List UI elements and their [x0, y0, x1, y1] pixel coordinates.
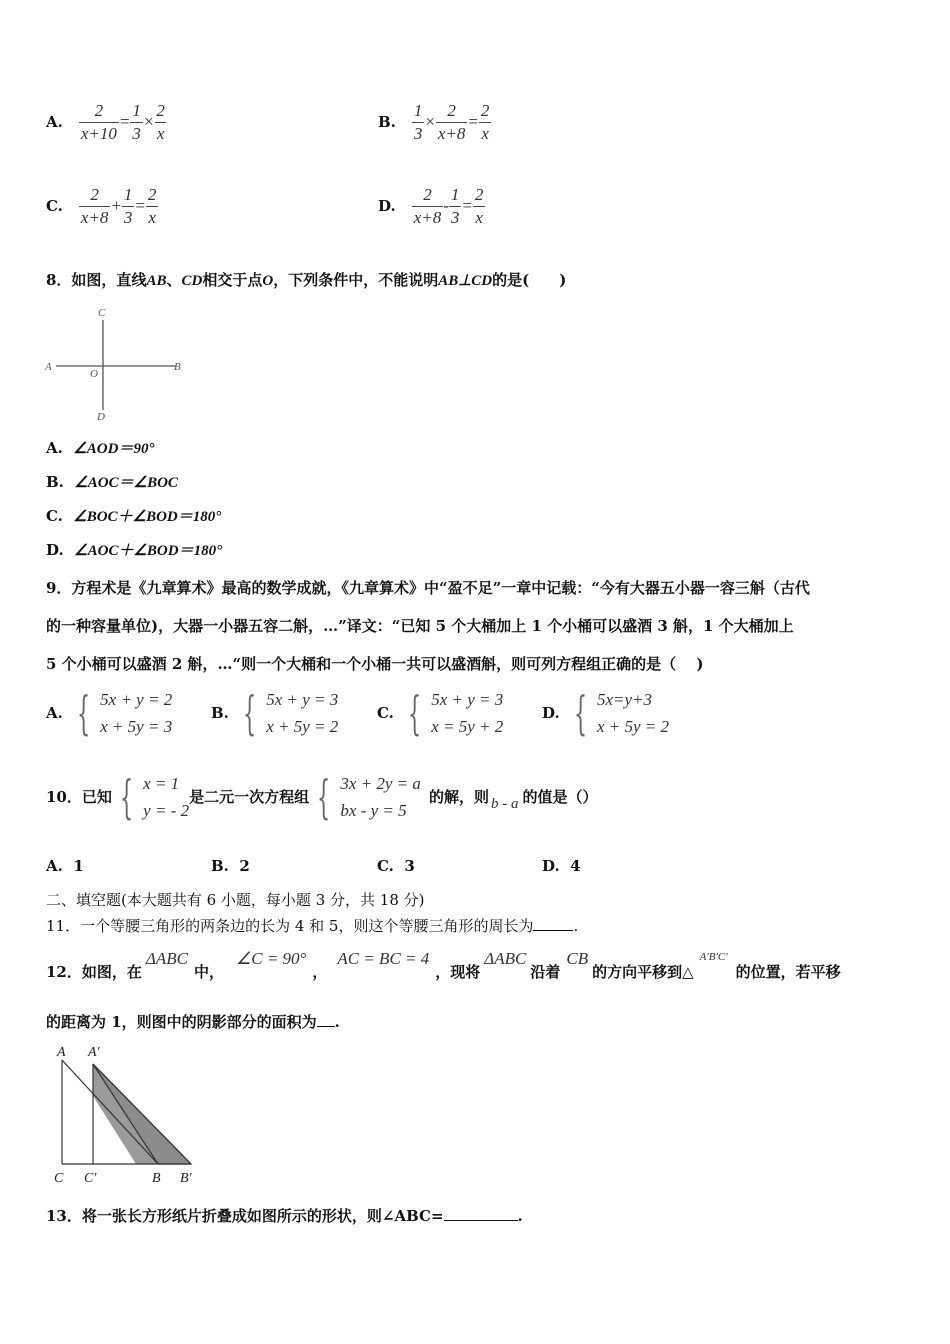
q12-stem-line2	[46, 1012, 340, 1032]
q12-pos: 的位置，若平移	[735, 963, 841, 981]
q10-prefix: 10．已知	[46, 788, 112, 807]
operator: +	[110, 196, 122, 216]
q7-option-d	[378, 186, 485, 227]
equals-sign: =	[134, 196, 146, 216]
q8-stem	[46, 270, 566, 291]
equation-2: x + 5y = 2	[596, 717, 670, 737]
option-text: 4	[570, 857, 581, 875]
q12-triangle-2: ΔABC	[484, 949, 527, 968]
option-label: A.	[46, 439, 63, 457]
q12-along: 沿着	[530, 963, 561, 981]
denominator: x	[148, 207, 156, 227]
label-a-prime: A′	[88, 1045, 100, 1060]
q12-comma: ，	[312, 963, 328, 981]
option-label: D.	[378, 197, 396, 216]
option-label: B.	[378, 113, 396, 132]
label-a: A	[45, 361, 52, 373]
label-b-prime: B′	[180, 1171, 192, 1186]
option-text: ∠AOC＋∠BOD＝180°	[74, 543, 223, 559]
option-label: A.	[46, 857, 63, 875]
option-label: C.	[377, 857, 394, 875]
q12-now: ，现将	[435, 963, 481, 981]
label-c-prime: C′	[84, 1171, 97, 1186]
q8-prefix: 8．如图，直线	[46, 271, 147, 289]
q11-end: .	[573, 917, 579, 935]
brace-icon: {	[76, 686, 91, 741]
numerator: 2	[480, 101, 490, 120]
numerator: 2	[447, 101, 456, 120]
answer-blank[interactable]	[317, 1012, 335, 1027]
numerator: 1	[132, 101, 141, 120]
label-a: A	[57, 1045, 66, 1060]
numerator: 2	[423, 185, 432, 204]
q8-option-a	[46, 438, 154, 459]
denominator: x+8	[437, 123, 466, 143]
equation-1: 5x + y = 3	[431, 690, 504, 709]
operator: -	[443, 196, 449, 216]
q9-line2: 的一种容量单位)，大器一小器五容二斛，…”译文：“已知 5 个大桶加上 1 个小桶可以盛酒 3 斛，1 个大桶加上	[46, 617, 794, 635]
q10-end: 的值是（）	[522, 788, 598, 807]
denominator: x	[156, 123, 165, 143]
q12-triangle: ΔABC	[145, 949, 188, 968]
option-label: C.	[377, 704, 394, 723]
q9-option-b	[211, 686, 338, 740]
numerator: 2	[156, 101, 165, 120]
q10-option-b	[211, 856, 250, 876]
option-label: A.	[46, 113, 63, 132]
q12-dir: 的方向平移到△	[592, 963, 694, 981]
option-text: 2	[239, 857, 250, 875]
equation-2: x + 5y = 2	[266, 717, 339, 737]
system1-eq1: x = 1	[143, 774, 180, 793]
q7-option-b	[378, 102, 491, 143]
q10-expr: b - a	[490, 796, 519, 813]
numerator: 1	[450, 185, 460, 204]
denominator: 3	[413, 123, 423, 143]
brace-icon: {	[119, 770, 134, 825]
numerator: 2	[90, 185, 99, 204]
label-b: B	[152, 1171, 161, 1186]
denominator: x+8	[413, 207, 442, 227]
q12-line2: 的距离为 1，则图中的阴影部分的面积为	[46, 1013, 317, 1031]
q8-sep: 、	[166, 271, 182, 289]
equation-2: x = 5y + 2	[431, 717, 504, 737]
q7-option-a	[46, 102, 167, 143]
q8-perp: AB⊥CD	[438, 273, 493, 289]
denominator: x	[475, 207, 483, 227]
option-label: B.	[46, 473, 64, 491]
q8-option-d	[46, 540, 222, 561]
answer-blank[interactable]	[444, 1206, 518, 1221]
operator: ×	[142, 112, 155, 132]
section-title: 二、填空题(本大题共有 6 小题，每小题 3 分，共 18 分)	[46, 891, 425, 909]
q12-stem-line1	[46, 946, 841, 982]
q8-mid: 相交于点	[202, 271, 263, 289]
q12-in: 中，	[193, 963, 224, 981]
q9-option-d	[542, 686, 669, 740]
numerator: 1	[123, 185, 133, 204]
q12-prefix: 12．如图，在	[46, 963, 142, 981]
denominator: x+8	[80, 207, 109, 227]
label-d: D	[97, 411, 105, 423]
equation-2: x + 5y = 3	[100, 717, 173, 737]
q11-text: 11．一个等腰三角形的两条边的长为 4 和 5，则这个等腰三角形的周长为	[46, 917, 534, 935]
q8-option-c	[46, 506, 221, 527]
q13-end: .	[517, 1207, 523, 1225]
q12-end: .	[334, 1013, 340, 1031]
equation-1: 5x + y = 3	[266, 690, 339, 709]
q8-end: 的是( )	[492, 271, 567, 289]
equals-sign: =	[118, 112, 131, 132]
numerator: 2	[147, 185, 157, 204]
q10-option-d	[542, 856, 581, 876]
equation-1: 5x=y+3	[596, 690, 653, 709]
q12-angle: ∠C = 90°	[235, 949, 307, 968]
label-b: B	[174, 361, 181, 373]
option-text: ∠AOC＝∠BOC	[74, 475, 178, 491]
brace-icon: {	[573, 686, 587, 741]
option-label: B.	[211, 704, 229, 723]
option-label: A.	[46, 704, 63, 723]
brace-icon: {	[317, 770, 331, 825]
q8-suffix: ，下列条件中，不能说明	[273, 271, 439, 289]
brace-icon: {	[407, 686, 422, 741]
system1-eq2: y = - 2	[143, 801, 190, 821]
q9-option-c	[377, 686, 503, 740]
option-text: ∠BOC＋∠BOD＝180°	[73, 509, 222, 525]
q10-option-a	[46, 856, 84, 876]
q8-figure	[40, 302, 200, 424]
denominator: 3	[450, 207, 460, 227]
q9-line1: 9．方程术是《九章算术》最高的数学成就，《九章算术》中“盈不足”一章中记载：“今有大器五小器一容三斛（古代	[46, 579, 810, 597]
option-label: D.	[46, 541, 64, 559]
numerator: 2	[94, 101, 104, 120]
q10-after: 的解，则	[428, 788, 489, 807]
q13-text: 13．将一张长方形纸片折叠成如图所示的形状，则∠ABC=	[46, 1207, 444, 1225]
option-label: D.	[542, 704, 560, 723]
q11-stem	[46, 916, 578, 936]
option-text: 3	[404, 857, 415, 875]
label-c: C	[54, 1171, 64, 1186]
q8-cd: CD	[181, 273, 203, 289]
numerator: 2	[474, 185, 484, 204]
denominator: 3	[132, 123, 141, 143]
numerator: 1	[413, 101, 423, 120]
q13-stem	[46, 1206, 523, 1226]
label-o: O	[90, 368, 98, 380]
denominator: 3	[123, 207, 133, 227]
q9-line3: 5 个小桶可以盛酒 2 斛，…“则一个大桶和一个小桶一共可以盛酒斛，则可列方程组正确的是（ )	[46, 655, 704, 673]
q12-triangle-3: A′B′C′	[699, 951, 728, 963]
option-text: 1	[73, 857, 84, 875]
q7-option-c	[46, 186, 158, 227]
system2-eq1: 3x + 2y = a	[340, 774, 421, 793]
q8-o: O	[262, 273, 274, 289]
option-label: C.	[46, 197, 63, 216]
equation-1: 5x + y = 2	[100, 690, 173, 709]
equals-sign: =	[467, 112, 479, 132]
answer-blank[interactable]	[533, 916, 573, 931]
q12-cb: CB	[566, 949, 589, 968]
option-text: ∠AOD＝90°	[73, 441, 155, 457]
denominator: x+10	[80, 123, 117, 143]
q9-option-a	[46, 686, 172, 740]
q12-sides: AC = BC = 4	[337, 949, 430, 968]
option-label: D.	[542, 857, 560, 875]
option-label: C.	[46, 507, 63, 525]
brace-icon: {	[242, 686, 257, 741]
label-c: C	[98, 307, 106, 319]
operator: ×	[424, 112, 436, 132]
option-label: B.	[211, 857, 229, 875]
q10-stem	[46, 770, 597, 824]
q8-option-b	[46, 472, 178, 493]
q10-option-c	[377, 856, 415, 876]
equals-sign: =	[461, 196, 473, 216]
system2-eq2: bx - y = 5	[340, 801, 407, 821]
denominator: x	[481, 123, 489, 143]
q10-mid: 是二元一次方程组	[189, 788, 310, 807]
q8-ab: AB	[146, 273, 167, 289]
q12-figure	[46, 1040, 206, 1188]
